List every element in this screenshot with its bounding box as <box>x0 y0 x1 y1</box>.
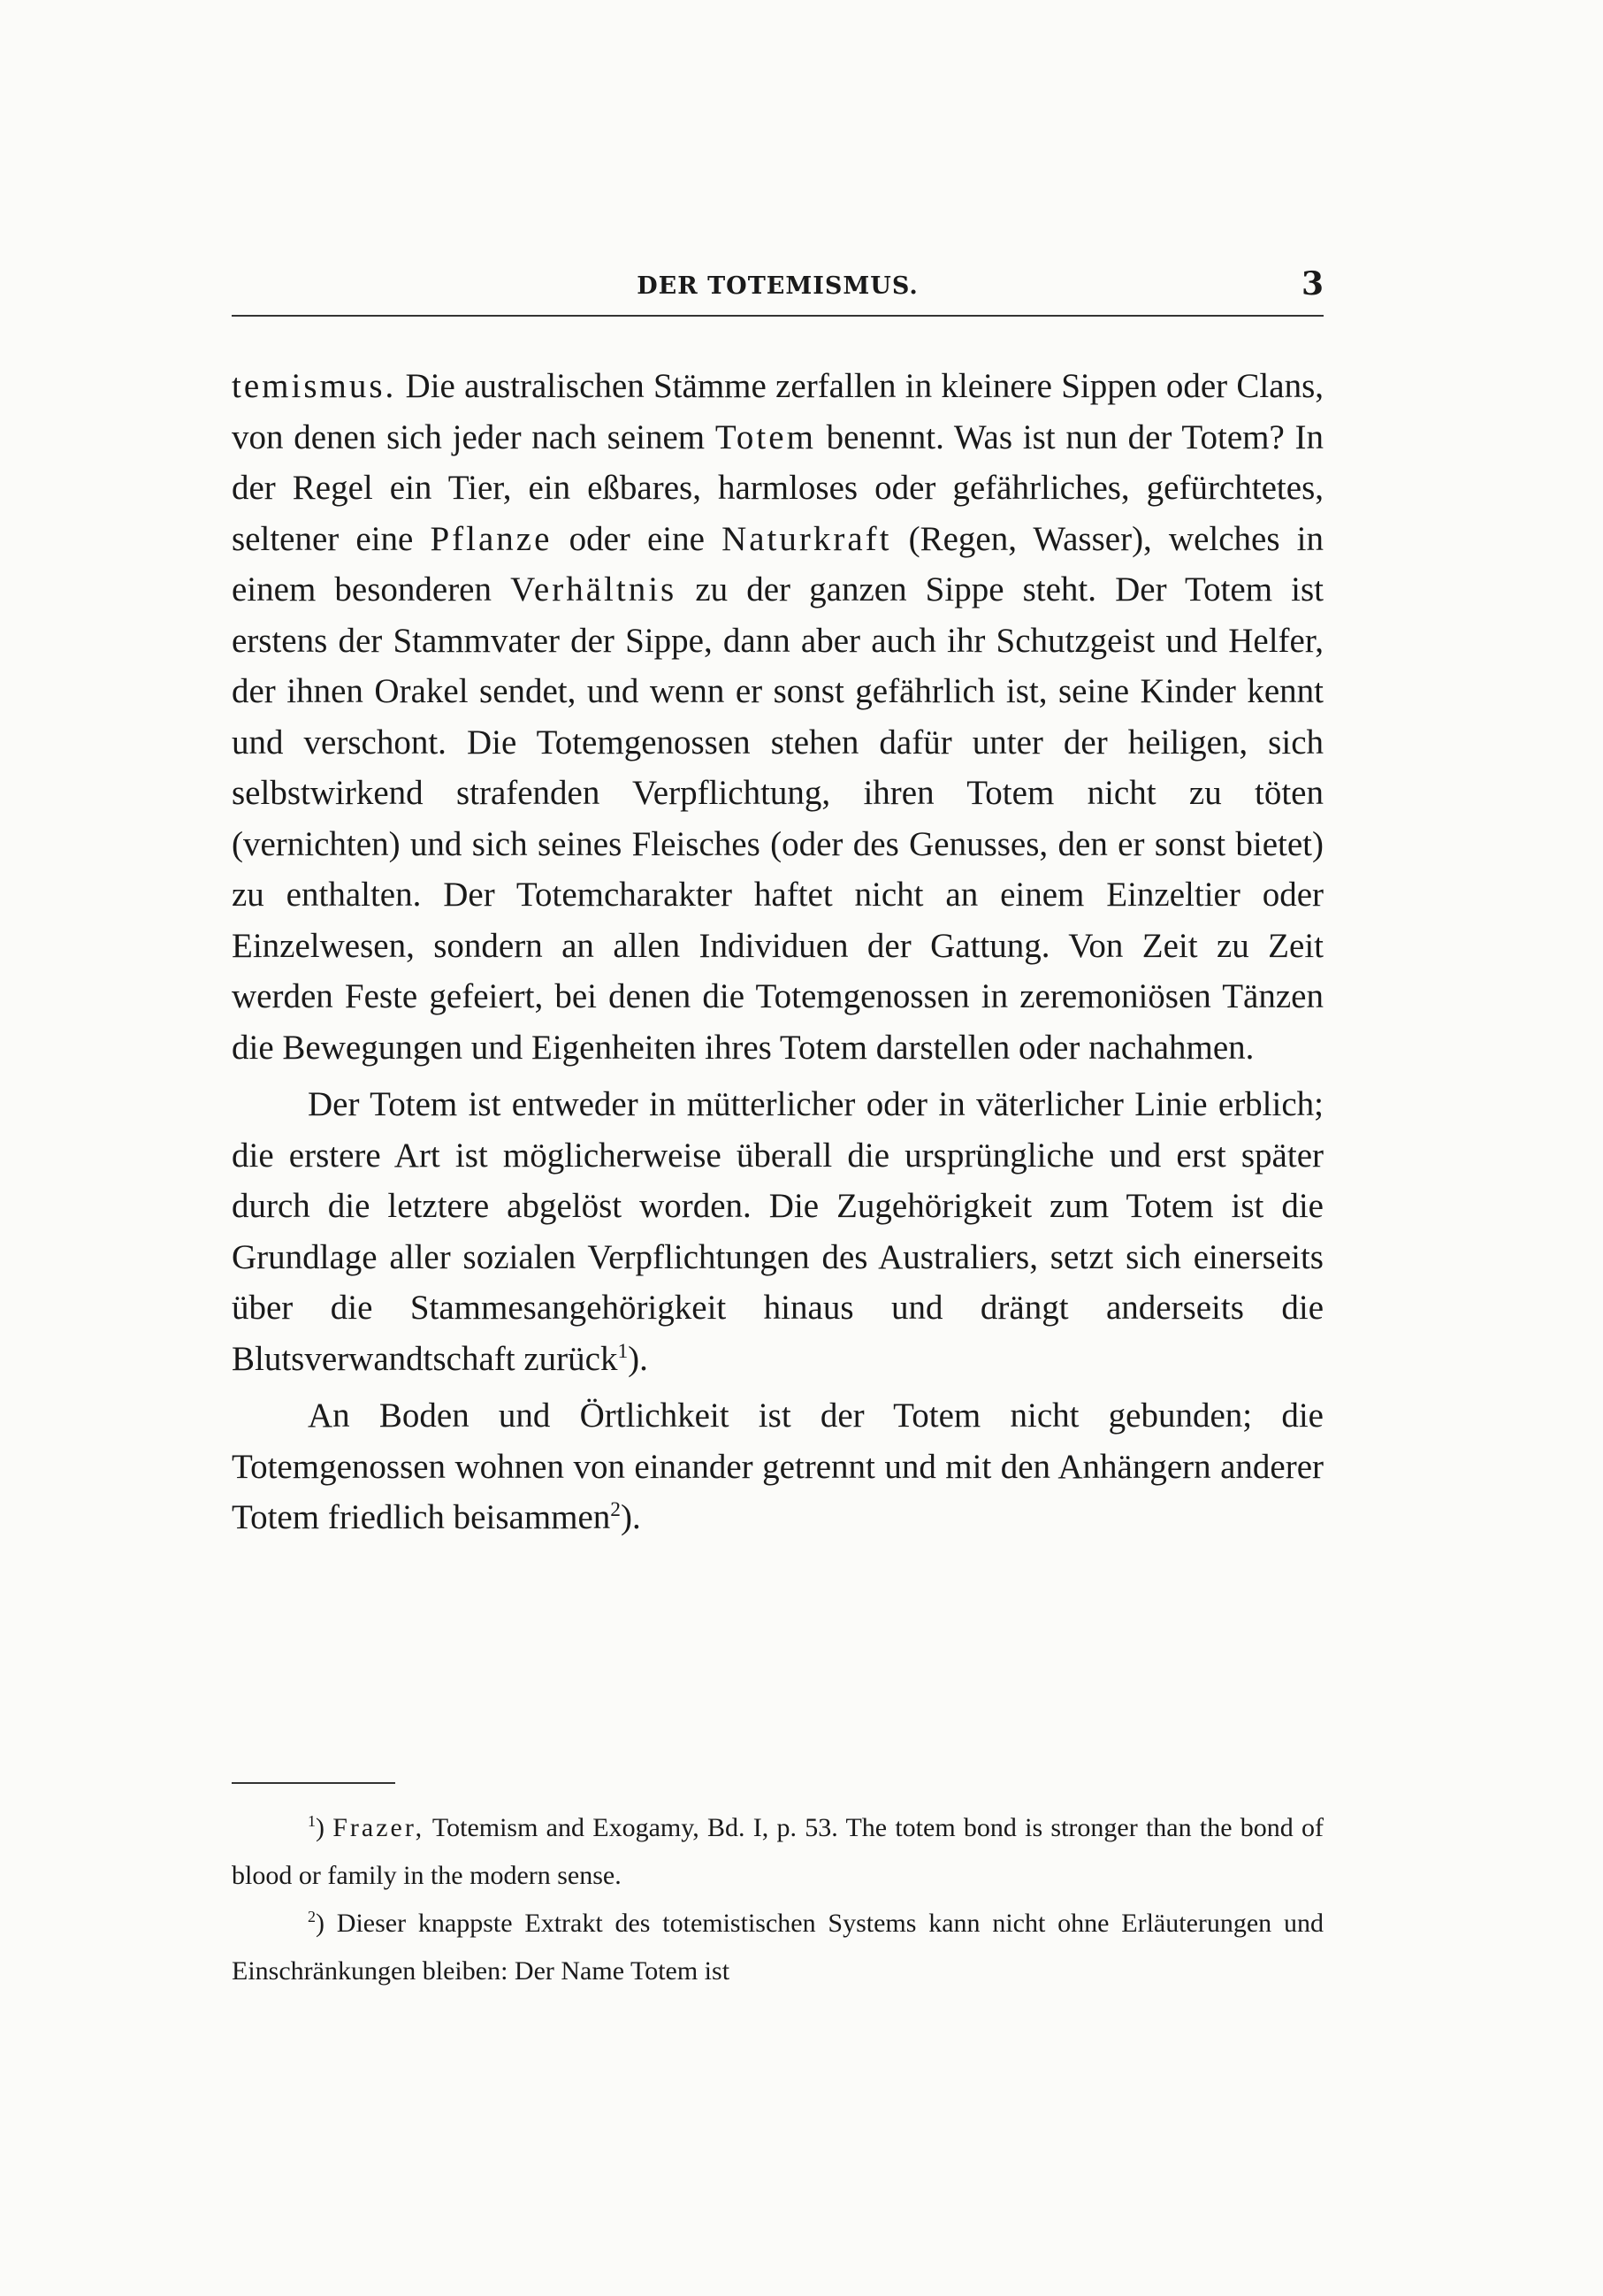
paragraph-2 <box>232 1079 1324 1384</box>
footnote-2: $^2$) Dieser knappste Extrakt des totemistischen Systems kann nicht ohne Erläuterungen und Einschränkungen bleiben: Der Name Totem ist <box>232 1908 1324 1986</box>
footnote-text: Totemism and Exogamy, Bd. I, p. 53. The totem bond is stronger than the bond of blood or family in the modern sense. <box>232 1813 1324 1890</box>
footnote-marker: 1 <box>308 1812 316 1830</box>
spaced-word: Pflanze <box>430 519 553 558</box>
footnotes <box>232 1804 1324 1995</box>
paragraph-3 <box>232 1390 1324 1543</box>
text-run: An Boden und Örtlichkeit ist der Totem nicht gebunden; die Totemgenossen wohnen von einander getrennt und mit den Anhängern anderer Totem friedlich beisammen <box>232 1397 1324 1536</box>
footnote-ref: 1 <box>617 1339 629 1363</box>
page-header <box>232 265 1324 310</box>
spaced-word: Totem <box>714 417 816 456</box>
text-run: zu der ganzen Sippe steht. Der Totem ist erstens der Stammvater der Sippe, dann aber auch ihr Schutzgeist und Helfer, der ihnen Orakel sendet, und wenn er sonst gefährlich ist, seine Kinder kennt und verschont. Die Totemgenossen stehen dafür unter der heiligen, sich selbstwirkend strafenden Verpflichtung, ihren Totem nicht zu töten (vernichten) und sich seines Fleisches (oder des Genusses, den er sonst bietet) zu enthalten. Der Totemcharakter haftet nicht an einem Einzeltier oder Einzelwesen, sondern an allen Individuen der Gattung. Von Zeit zu Zeit werden Feste gefeiert, bei denen die Totemgenossen in zeremoniösen Tänzen die Bewegungen und Eigenheiten ihres Totem darstellen oder nachahmen. <box>232 570 1324 1067</box>
text-run: oder eine <box>552 519 722 558</box>
footnote-1: $^1$) Frazer, Totemism and Exogamy, Bd. I, p. 53. The totem bond is stronger than the bond of blood or family in the modern sense. <box>232 1812 1324 1890</box>
page-number: 3 <box>1301 265 1324 302</box>
spaced-word: temismus. <box>232 367 397 405</box>
footnote-rule <box>232 1782 395 1784</box>
footnote-author: Frazer, <box>332 1813 425 1842</box>
text-run: ). <box>628 1339 648 1378</box>
header-rule <box>232 315 1324 317</box>
footnote-text: Dieser knappste Extrakt des totemistischen Systems kann nicht ohne Erläuterungen und Einschränkungen bleiben: Der Name Totem ist <box>232 1909 1324 1986</box>
text-run: benennt. Was ist nun der Totem? In der Regel ein Tier, ein eßbares, harmloses oder gefährliches, gefürchtetes, seltener eine <box>232 417 1324 558</box>
footnote-ref: 2 <box>610 1498 621 1521</box>
footnote-marker: 2 <box>308 1908 316 1925</box>
text-run: Die australischen Stämme zerfallen in kleinere Sippen oder Clans, von denen sich jeder nach seinem <box>232 367 1324 456</box>
body-text <box>232 361 1324 1543</box>
paragraph-1 <box>232 361 1324 1073</box>
text-run: ). <box>621 1498 641 1536</box>
text-run: Der Totem ist entweder in mütterlicher oder in väterlicher Linie erblich; die erstere Art ist möglicherweise überall die ursprüngliche und erst später durch die letztere abgelöst worden. Die Zugehörigkeit zum Totem ist die Grundlage aller sozialen Verpflichtungen des Australiers, setzt sich einerseits über die Stammesangehörigkeit hinaus und drängt anderseits die Blutsverwandtschaft zurück <box>232 1085 1324 1378</box>
text-run: (Regen, Wasser), welches in einem besonderen <box>232 519 1324 608</box>
spaced-word: Naturkraft <box>721 519 892 558</box>
spaced-word: Verhältnis <box>510 570 677 608</box>
running-title: DER TOTEMISMUS. <box>637 272 919 300</box>
